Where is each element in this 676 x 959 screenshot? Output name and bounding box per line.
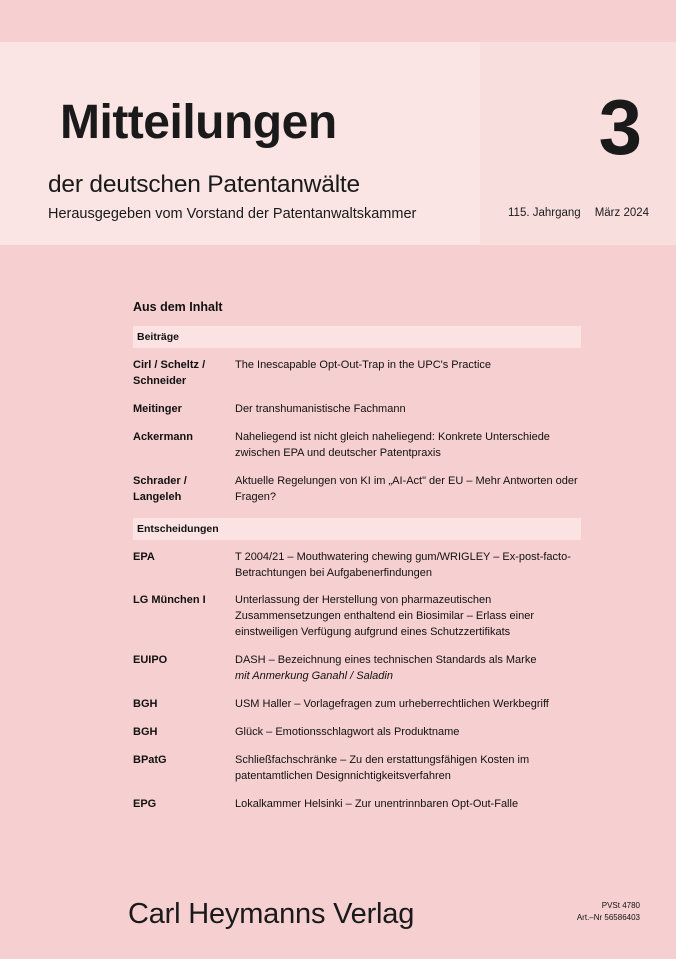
journal-publisher-note: Herausgegeben vom Vorstand der Patentanwaltskammer — [48, 206, 417, 222]
masthead-title-area — [0, 42, 480, 245]
entry-title: Unterlassung der Herstellung von pharmazeutischen Zusammensetzungen enthaltend ein Biosimilar – Erlass einer einstweiligen Verfügung aufgrund eines Schutzzertifikats — [235, 594, 534, 639]
journal-title: Mitteilungen — [60, 96, 337, 149]
entry-title: T 2004/21 – Mouthwatering chewing gum/WRIGLEY – Ex-post-facto-Betrachtungen bei Aufgabenerfindungen — [235, 550, 571, 579]
list-item[interactable] — [133, 697, 581, 713]
list-item[interactable] — [133, 474, 581, 506]
list-item[interactable] — [133, 725, 581, 741]
entry-author: Ackermann — [133, 430, 193, 443]
entry-title-group — [235, 653, 581, 685]
masthead-issue-area — [480, 42, 676, 245]
entry-author: Cirl / Scheltz / Schneider — [133, 359, 206, 387]
entry-title: Der transhumanistische Fachmann — [235, 402, 406, 415]
postal-code: PVSt 4780 — [601, 901, 640, 910]
entry-author: Schrader / Langeleh — [133, 474, 187, 503]
footer-codes — [577, 900, 640, 924]
list-item[interactable] — [133, 358, 581, 390]
section-header-entscheidungen: Entscheidungen — [133, 518, 581, 540]
contents-heading: Aus dem Inhalt — [133, 300, 223, 314]
journal-subtitle: der deutschen Patentanwälte — [48, 171, 360, 198]
publisher-name: Carl Heymanns Verlag — [128, 898, 415, 930]
issue-meta — [508, 207, 649, 219]
entry-author: BGH — [133, 698, 158, 711]
entry-title: USM Haller – Vorlagefragen zum urheberrechtlichen Werkbegriff — [235, 698, 549, 711]
entry-annotation: mit Anmerkung Ganahl / Saladin — [235, 670, 393, 683]
list-item[interactable] — [133, 550, 581, 582]
list-item[interactable] — [133, 402, 581, 418]
section-header-beitraege: Beiträge — [133, 326, 581, 348]
issue-volume: 115. Jahrgang — [508, 207, 581, 219]
entry-author: LG München I — [133, 594, 206, 607]
entry-title: The Inescapable Opt-Out-Trap in the UPC's Practice — [235, 359, 492, 371]
entry-title: Naheliegend ist nicht gleich naheliegend: Konkrete Unterschiede zwischen EPA und deutscher Patentpraxis — [235, 430, 550, 459]
entry-author: BGH — [133, 726, 158, 739]
entry-title: DASH – Bezeichnung eines technischen Standards als Marke — [235, 654, 537, 667]
masthead — [0, 42, 676, 245]
entry-title: Schließfachschränke – Zu den erstattungsfähigen Kosten im patentamtlichen Designnichtigkeitsverfahren — [235, 754, 530, 782]
issue-number: 3 — [598, 83, 642, 171]
entry-author: Meitinger — [133, 402, 182, 415]
entry-author: EPG — [133, 797, 157, 810]
entry-author: BPatG — [133, 754, 167, 766]
entry-title: Aktuelle Regelungen von KI im „AI-Act" der EU – Mehr Antworten oder Fragen? — [235, 474, 578, 503]
contents-panel — [133, 300, 581, 825]
list-item[interactable] — [133, 797, 581, 813]
issue-date: März 2024 — [594, 207, 650, 219]
entry-title: Lokalkammer Helsinki – Zur unentrinnbaren Opt-Out-Falle — [235, 797, 519, 810]
entry-author: EPA — [133, 550, 155, 563]
list-item[interactable] — [133, 653, 581, 685]
entry-author: EUIPO — [133, 654, 168, 667]
list-item[interactable] — [133, 753, 581, 785]
list-item[interactable] — [133, 430, 581, 462]
entry-title: Glück – Emotionsschlagwort als Produktname — [235, 726, 460, 739]
list-item[interactable] — [133, 593, 581, 641]
article-number: Art.–Nr 56586403 — [576, 913, 640, 922]
